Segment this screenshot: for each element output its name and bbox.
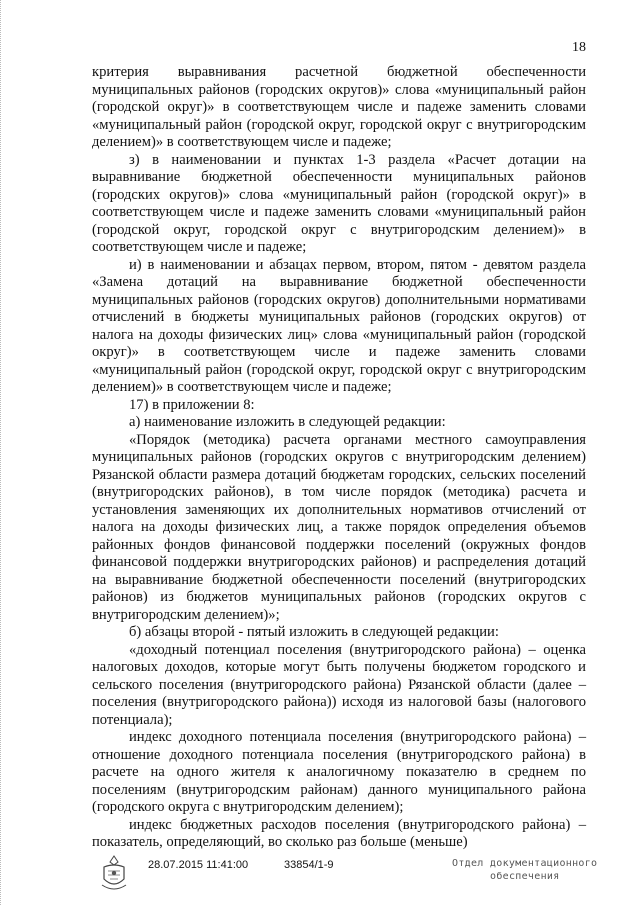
paragraph: з) в наименовании и пунктах 1-3 раздела «Расчет дотации на выравнивание бюджетной обеспеченности муниципальных районов (городских округов)» слова «муниципальный район (городской округ)» в соответствующем числе и падеже заменить словами «муниципальный район (городской округ, городской округ с внутригородским делением)» в соответствующем числе и падеже; — [92, 151, 586, 255]
stamp-line: обеспечения — [490, 871, 560, 882]
paragraph: и) в наименовании и абзацах первом, втором, пятом - девятом раздела «Замена дотаций на выравнивание бюджетной обеспеченности муниципальных районов (городских округов) дополнительными нормативами отчислений в бюджеты муниципальных районов (городских округов) от налога на доходы физических лиц» слова «муниципальный район (городской округ)» в соответствующем числе и падеже заменить словами «муниципальный район (городской округ, городской округ с внутригородским делением)» в соответствующем числе и падеже; — [92, 256, 586, 395]
document-body — [92, 64, 586, 852]
paragraph: б) абзацы второй - пятый изложить в следующей редакции: — [129, 624, 499, 640]
paragraph: «доходный потенциал поселения (внутригородского района) – оценка налоговых доходов, которые могут быть получены бюджетом городского и сельского поселения (внутригородского района) Рязанской области (далее – поселения (внутригородского района)) исходя из налоговой базы (налогового потенциала); — [92, 641, 586, 728]
stamp-line: Отдел документационного — [452, 858, 598, 869]
paragraph: критерия выравнивания расчетной бюджетной обеспеченности муниципальных районов (городских округов)» слова «муниципальный район (городской округ)» в соответствующем числе и падеже заменить словами «муниципальный район (городской округ, городской округ с внутригородским делением)» в соответствующем числе и падеже; — [92, 64, 586, 150]
footer-timestamp: 28.07.2015 11:41:00 — [148, 859, 249, 871]
paragraph: а) наименование изложить в следующей редакции: — [129, 414, 446, 430]
paragraph: индекс бюджетных расходов поселения (внутригородского района) – показатель, определяющий, во сколько раз больше (меньше) — [92, 816, 586, 850]
page-number: 18 — [572, 40, 586, 55]
coat-of-arms-seal-icon — [96, 853, 132, 893]
paragraph: «Порядок (методика) расчета органами местного самоуправления муниципальных районов (городских округов с внутригородским делением) Рязанской области размера дотаций бюджетам городских, сельских поселений (внутригородских районов), в том числе порядок (методика) расчета и установления заменяющих их дополнительных нормативов отчислений от налога на доходы физических лиц, а также порядок определения объемов районных фондов финансовой поддержки поселений (окружных фондов финансовой поддержки внутригородских районов) и распределения дотаций на выравнивание бюджетной обеспеченности поселений (внутригородских районов) из бюджетов муниципальных районов (городских округов с внутригородским делением)»; — [92, 431, 586, 623]
page-footer — [0, 855, 640, 895]
paragraph: индекс доходного потенциала поселения (внутригородского района) – отношение доходного потенциала поселения (внутригородского района) в расчете на одного жителя к аналогичному показателю в среднем по поселениям (внутригородским районам) данного муниципального района (городского округа с внутригородским делением); — [92, 729, 586, 815]
footer-document-id: 33854/1-9 — [284, 859, 334, 871]
paragraph: 17) в приложении 8: — [129, 396, 255, 413]
page-binding-edge — [0, 0, 4, 905]
department-stamp — [452, 857, 612, 883]
